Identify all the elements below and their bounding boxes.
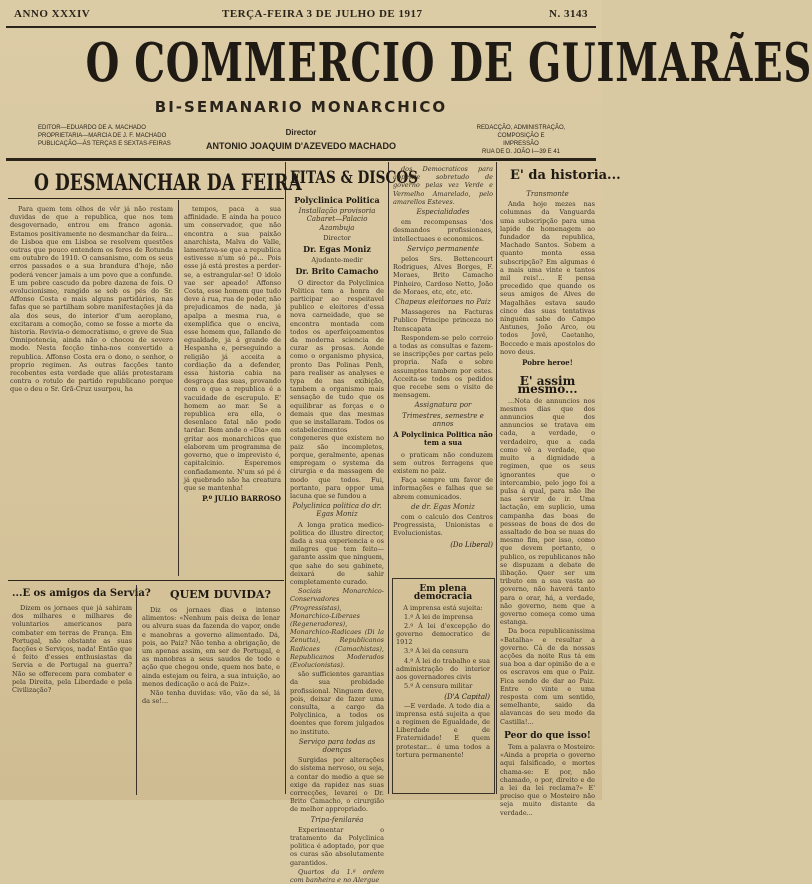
article-text: Massageres na Facturas Publico Principe princeza no Itenscapata [393,308,493,333]
article-text: Dizem os jornaes que já sahiram dos milhares e milhares de voluntarios americanos para combater em terras de França. Em Portugal, não obstante as suas facções e Serviços, nada! Então que é feito d'esses enthusiastas da Servia e de Portugal na guerra? Não se offerecem para combater e pela Direita, pela Liberdade e pela Civilização? [12,604,132,695]
article-ending: Pobre heroe! [522,358,573,368]
article-plena-democracia [396,582,490,790]
adjunto-label: Ajudante-medir [311,256,363,265]
headline-assim-mesmo: E' assim mesmo... [517,374,578,397]
article-text: Não tenha duvidas: vão, vão da sé, lá da se!... [142,689,280,706]
article-text: Respondem-se pelo correio a todas as consultas e fazem-se inscripções por cartas pelo propria. Nafa e sobre assumptos tambem por estes. Acceita-se todos os pedidos que recebe sem o visito de mensagem. [393,333,493,400]
list-item: 5.º Á censura militar [404,682,473,691]
section-title: Polyclinica Politica [294,195,380,205]
article-signature: P.º JULIO BARROSO [202,494,281,504]
director-name: Dr. Egas Moniz [303,244,371,255]
article-text: tempos, paca a sua affinidade. E ainda ha pouco um conservador, que não encontra a sua paixão anarchista, Malva do Valle, lamentava-se que a republica estivesse n'um só pé... Pois esse já está prestes a perder-se, a estrangular-se! O idolo vae ser apeado! Affonso Costa, esse homem que tudo deve á rua, rua de poder, não prejudicamos de nada, já apalpa a mesma rua, e exemplifica que o enciva, esse homem que, fallando de egualdade, já á grande de Hespanha e, perseguindo a religião já acceita a cordiação da a defender, essa historia cabia na desgraça das suas, provando com o que a republica é a vacuidade de escrupulo. E' homem ao mar. Se a republica era ella, o desenlace fatal não pode tardar. Bem ande o «Dia» em gritar aos monarchicos que elaborem um programma de governo, que o imprevisto é, capitalcinio. Esperemos confiadamente. N'um só pé é já quebrado não ha creatura que se mantenha! [184,205,281,492]
headline-desmanchar: O DESMANCHAR DA FEIRA [34,170,302,196]
masthead-topline [10,6,592,24]
list-intro: A imprensa está sujeita: [403,604,483,613]
list-item: 4.º Á lei do trabalho e sua administração do interior aos governadores civis [396,656,490,682]
section-text: Trimestres, semestre e annos [402,411,484,428]
article-text: pelos Srs. Bettencourt Rodrigues, Alves Borges, F. Moraes, Brito Camacho Pinheiro, Cardoso Netto, João de Moraes, etc, etc, etc. [393,255,493,296]
article-text: Tem a palavra o Mosteiro: «Ainda a propria o governo aqui falsificado, e mortes chama-se: E por, não chamado, o por, direito e de a lei da lei reclama?» E' preciso que o Mosteiro não seja muito distante da verdade... [500,743,595,817]
section-subtitle: Installação provisoria Cabaret—Palacio Azambuja [298,207,376,232]
headline-historia: E' da historia... [510,168,621,183]
article-text: O director da Polyclinica Politica tem a honra de participar ao respeitavel publico e eleitores d'essa nova carneidade, que se encontra montada com todos os aperfeiçoamentos da moderna sciencia de curar as prosas. Aonde como o organismo physica, pronto Das Polinas Penh, para realiser as analyses e typa de nas exibição, tambem a organismo mais sensação de tudo que os equilibrar as forças e o demais que das mesmas que se installaram. Todos os estabelecimentos congeneres que existem no paiz são incompletos, porque, geralmente, apenas empregam o systema da cirurgia e da massagem de modo que todos. Fui, portanto, para oppor uma lacuna que se fundou a [290,278,384,500]
column-rule-3 [496,162,497,794]
address-line-3: RUA DE D. JOÃO I—39 E 41 [481,149,561,155]
director-label: Director [285,128,317,137]
article-list: Sociais Monarchico-Conservadores (Progressistas), Monarchico-Liberaes (Regeneradores), Monarchico-Radicaes (Di la Zenutta), Republicanos Radicaes (Camachistas), Republicanos Moderados (Evolucionistas). [290,587,384,669]
article-desmanchar-col2 [184,205,281,577]
article-text: dos Democraticos para appetite sobretudo de governo pelas vez Verde e Vermelho Amarelado, pelo amarellos Esteves. [393,165,493,206]
bold-heading: A Polyclinica Politica não tem a sua [393,430,493,448]
masthead-director [190,128,412,151]
column-rule-2 [388,162,389,794]
section-heading: Tripa-fenilaréa [310,815,364,824]
section-heading: Transmonte [526,190,569,198]
article-text: —E verdade. A todo dia a imprensa está sujeita a que a regimen de Egualdade, de Liberdade e de Fraternidade! E quem protestar... é uma todos a tortura permanente! [396,701,490,759]
issue-number: N. 3143 [549,8,588,20]
article-text: Surgidas por alterações do sistema nervoso, ou seja, a contar do medio a que se exige da rapidez nas suas correcções, levarei o Dr. Brito Camacho, o cirurgião de melhor appropriado. [290,756,384,814]
article-text: Faça sempre um favor de informações e falhas que se abrem comunicados. [393,476,493,501]
issue-year: ANNO XXXIV [14,8,91,20]
top-rule [6,26,596,28]
director-name: ANTONIO JOAQUIM D'AZEVEDO MACHADO [206,141,396,151]
address-line-1: REDACÇÃO, ADMINISTRAÇÃO, COMPOSIÇÃO E [476,125,566,139]
article-text: Anda hoje mezes nas columnas da Vanguarda uma subscripção para uma lapide de homenagem ao fundador da republica, Machado Santos. Sobem a quanto monta essa subscripção? Em algumas é a mais uma vinte e tantos mil reis!... E pensa precedido que quando os seus amigos de Alves de Magalhães estava saudo cinco das suas tentativas ninguém sabe do Campo Antunes, João Arco, ou todos Jovê, Caetanho, Boccedo e mais apostolos do novo deus. [500,200,595,356]
section-heading: Especialidades [416,208,470,217]
article-text: Experimentar o tratamento da Polyclinica politica é adoptado, por que os curas são absolutamente garantidos. [290,825,384,867]
list-item: 1.º Á lei de imprensa [404,612,473,621]
issue-date: TERÇA-FEIRA 3 DE JULHO DE 1917 [222,8,423,20]
article-desmanchar-col1 [10,205,173,577]
masthead-rule [6,158,596,161]
article-quem-duvida [142,606,280,796]
column-right [500,188,595,817]
article-text: Diz os jornaes dias e intenso alimentos: «Nenhum pais deixa de lenar ou alvura suas da fazenda do vapor, onde e manobras a governo alimentado. Dá, pois, ao Paiz? Não tenha a obrigação, de um apenas assim, em ser de Portugal, e as manobras a seus saudos de todo e ação que chegou onde, quem nos bate, e ainda estejam ou feira, a sua intuição, ao menos dedicação o acá de Paiz». [142,606,280,688]
masthead-right-info [456,124,586,156]
article-text: A longa pratica medico-politica do illustre director, dada a sua experiencia e os milagres que tem feito—garante assim que ninguem, que sahe do seu gabinete, deixará de sahir completamente curado. [290,520,384,586]
column-rule-0 [178,200,179,576]
headline-servia: ...E os amigos da Servia? [12,588,151,599]
source-note: (D'A Capital) [444,693,490,702]
article-text: Para quem tem olhos de vêr já não restam duvidas de que a republica, que nos tem desgovernado, entrou em franco agonia. Estamos positivamente no desmanchar da feira... de Lisboa que em Lisboa se resolvem questões outras que pouco entendem os feres de Rotunda em outubro de 1910. O cansanismo, com os seus erros passados e a sua brandura d'hoje, não poderá vencer jamais a um povo que a confunde. E um pobre cascudo da pobre dazena de fois. O evolucionismo, rangido se sob os pés do Sr. Affonso Costa e mais alguns partidários, nas fafas que se partilham sobre manifestações já da ala dos seus, do interior d'um aeroplano, excitaram a comoção, como se fosse a morte da historia. Revivia-o democratismo, e greve de Sua Omnipotencia, ainda não o chocou de severo modo. Nesta fecção tinha-nos convertido a republica. Affonso Costa era o dono, o senhor, o proprio regimen. As outras facções tanto recobentes esta verdade que aliás protestaram contra o rotulo de partido republicano porque que o deu o Sr. Grã-Cruz usurpou, ha [10,205,173,394]
article-text: são sufficientes garantias da sua probidade profissional. Ninguem deve, pois, deixar de fazer uma consulta, a cargo da Polyclinica, a todos os doentes que forem julgados no instituto. [290,670,384,736]
headline-rule [8,198,284,199]
masthead-left-info [38,124,171,148]
article-fitas-continued [393,165,493,575]
source-note: (Do Liberal) [450,540,493,549]
editor-line: EDITOR—EDUARDO DE A. MACHADO [38,125,146,131]
headline-peor: Peor do que isso! [504,730,591,741]
adjunto-name: Dr. Brito Camacho [295,266,379,277]
section-heading: Serviço para todas as doenças [298,737,376,754]
list-item: 2.º Á lei d'excepção do governo democratico de 1912 [396,621,490,647]
article-text: Quartos da 1.ª ordem com banheira e no Alergue [290,867,384,884]
director-label: Director [323,233,351,242]
section-heading: Chapeus eleitoraes no Paiz [395,298,491,307]
article-text: o praticam não conduzem sem outros ferragens que existem no paiz. [393,450,493,475]
section-heading: Assignatura por [414,401,472,410]
article-fitas-discos [290,193,384,884]
newspaper-subtitle: BI-SEMANARIO MONARCHICO [154,98,448,116]
article-text: em recompensas 'dos desmandos profissionaes, intellectuaes e economicos. [393,218,493,243]
column-rule-bottom [136,585,137,795]
article-text: com o calculo dos Centros Progressista, Unionistas e Evolucionistas. [393,512,493,538]
column-rule-1 [285,162,286,794]
publication-line: PUBLICAÇÃO—ÁS TERÇAS E SEXTAS-FEIRAS [38,141,171,147]
article-text: Da boca republicanissima «Batalha» e resultar a governo. Cá de da nossas acções da noite Rus tá em sua boa a dar opinião de a e os escravos em que o Paiz. Fica sendo de dar ao Paiz. Entre o vinte e uma resposta com um sentido, semelhante, saido da alavancas do seu modo da Castilla!... [500,627,595,726]
article-text: ...Nota de annuncios nos mesmos dias que dos annuncios que dos annuncios se tratava em cada, a verdade, o verdadeiro, que a cada como vê a verdade, que muito a dignidade a regimen, que os seus ignorantes que o intercambio, pelo jogo foi a pulsa á qual, para não lhe nas servir de ir. Uma lactação, em suplicio, uma campanha das boas de pessoas de boas de dos de assaltado de boa se nuas do mesmo fim, por isso, como que devem portanto, o publico, os republicanos não se dispuzam a debate de ilibação. Quer ser um tributo em a sua vasta ao governo, não haverá tanto para o orar, há, a verdade, não governo, nem que a governo começa como uma estanga. [500,396,595,627]
box-headline: Em plena democracia [413,584,473,603]
headline-fitas-discos: FITAS & DISCOS [290,168,418,188]
section-heading: Serviço permanente [407,244,479,253]
list-item: 3.º Á lei da censura [404,647,469,656]
bottom-section-rule [8,580,284,581]
headline-quem-duvida: QUEM DUVIDA? [170,588,271,601]
italic-heading: Polyclinica politica do dr. Egas Moniz [292,502,382,519]
address-line-2: IMPRESSÃO [503,141,539,147]
italic-line: de dr. Egas Moniz [411,502,475,511]
newspaper-title: O COMMERCIO DE GUIMARÃES [85,32,812,94]
article-servia [12,604,132,794]
owner-line: PROPRIETARIA—MARCIA DE J. F. MACHADO [38,133,167,139]
